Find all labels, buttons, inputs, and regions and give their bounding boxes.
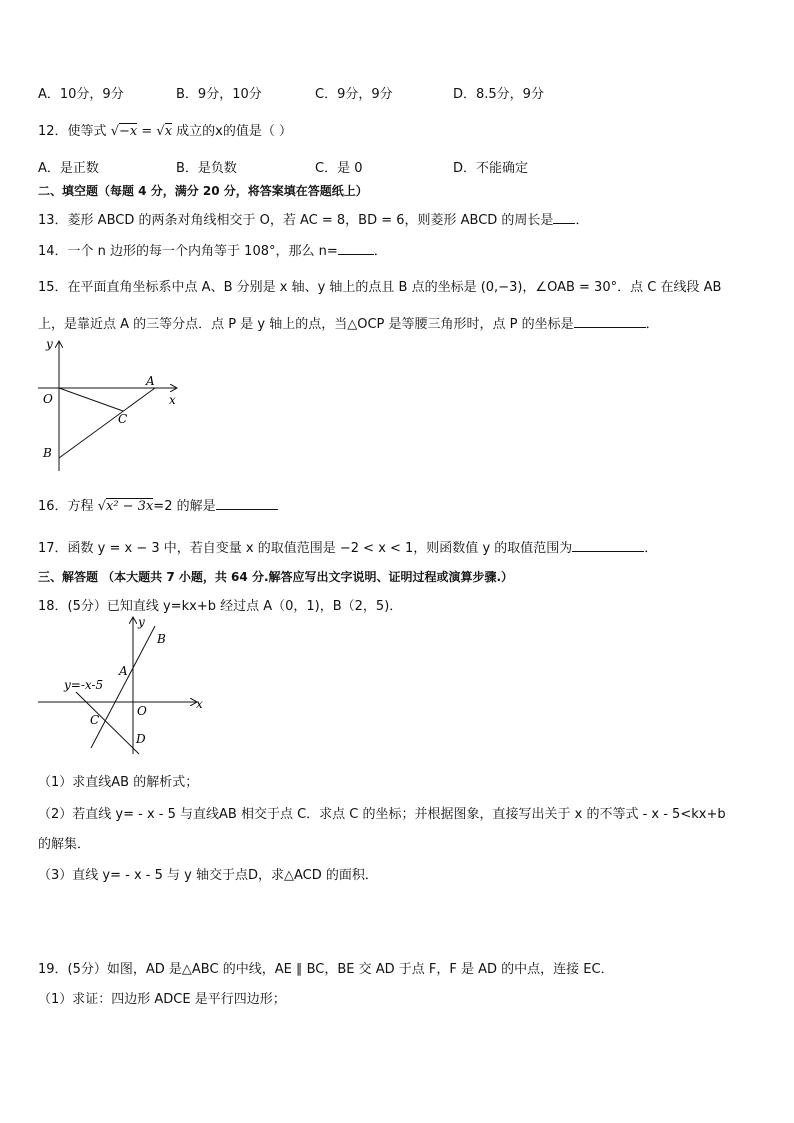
q18-question: 18．(5分）已知直线 y=kx+b 经过点 A（0，1)，B（2，5)． [38,599,403,614]
section-3-title: 三、解答题 （本大题共 7 小题，共 64 分.解答应写出文字说明、证明过程或演算步骤.） [38,570,514,584]
q12-equals: = [137,124,157,139]
q14-text: 14．一个 n 边形的每一个内角等于 108°，那么 n= [38,244,338,259]
q11-option-b: B．9分，10分 [176,87,262,102]
q18-line-cd [76,692,139,754]
q11-option-c: C．9分，9分 [315,87,393,102]
q15-label-b: B [43,446,52,460]
q15-answer-blank[interactable] [574,315,646,328]
q15-line-1: 15．在平面直角坐标系中点 A、B 分别是 x 轴、y 轴上的点且 B 点的坐标是 (0,−3)，∠OAB = 30°．点 C 在线段 AB [38,280,722,295]
q19-question: 19．(5分）如图，AD 是△ABC 的中线，AE ∥ BC，BE 交 AD 于点 F，F 是 AD 的中点，连接 EC． [38,962,614,977]
q12-option-b: B．是负数 [176,161,237,176]
q14-answer-blank[interactable] [338,242,374,255]
q18-label-c: C [90,713,100,727]
q13-text: 13．菱形 ABCD 的两条对角线相交于 O，若 AC = 8，BD = 6，则菱形 ABCD 的周长是 [38,213,554,228]
q17-text: 17．函数 y = x − 3 中，若自变量 x 的取值范围是 −2 < x < 1，则函数值 y 的取值范围为 [38,541,573,556]
q12-question [38,120,292,139]
q15-figure [38,336,188,476]
q18-part-1: （1）求直线AB 的解析式； [38,775,199,790]
q18-label-o: O [137,704,147,718]
q16-answer-blank[interactable] [216,497,278,510]
q12-option-d: D．不能确定 [453,161,529,176]
q15-label-y: y [46,337,53,351]
q12-prefix: 12．使等式 [38,124,107,139]
q11-option-d: D．8.5分，9分 [453,87,544,102]
q15-line-2: 上，是靠近点 A 的三等分点．点 P 是 y 轴上的点，当△OCP 是等腰三角形时，点 P 的坐标是 ． [38,317,659,332]
q16-question [38,495,278,514]
q15-label-x: x [169,393,176,407]
q18-figure [38,614,213,759]
q12-suffix: 成立的x的值是（ ） [176,124,292,139]
q12-equation: √−x = √x [110,124,173,139]
q15-segment-oc [59,388,123,411]
q15-label-o: O [43,392,53,406]
q14-question: 14．一个 n 边形的每一个内角等于 108°，那么 n= ． [38,244,387,259]
q16-prefix: 16．方程 [38,499,94,514]
q17-answer-blank[interactable] [572,539,644,552]
q12-option-a: A．是正数 [38,161,99,176]
q18-part-2-line-2: 的解集． [38,837,91,852]
q18-label-b: B [157,632,166,646]
q16-radicand: x² − 3x [105,499,154,514]
q13-question: 13．菱形 ABCD 的两条对角线相交于 O，若 AC = 8，BD = 6，则菱形 ABCD 的周长是 ． [38,213,589,228]
q15-line-2-text: 上，是靠近点 A 的三等分点．点 P 是 y 轴上的点，当△OCP 是等腰三角形时，点 P 的坐标是 [38,317,574,332]
q11-option-a: A．10分，9分 [38,87,124,102]
q16-radical: √x² − 3x [97,499,154,514]
q17-question: 17．函数 y = x − 3 中，若自变量 x 的取值范围是 −2 < x < 1，则函数值 y 的取值范围为 ． [38,541,658,556]
q12-radicand-left: −x [118,124,138,139]
q18-part-3: （3）直线 y= - x - 5 与 y 轴交于点D，求△ACD 的面积． [38,868,378,883]
q18-label-d: D [136,732,146,746]
q15-segment-ab [59,388,155,458]
q18-label-line: y=-x-5 [64,678,104,692]
q12-option-c: C．是 0 [315,161,363,176]
q15-label-a: A [146,374,155,388]
q12-radicand-right: x [164,124,173,139]
q15-label-c: C [118,412,128,426]
q13-answer-blank[interactable] [553,211,575,224]
q18-label-a: A [119,664,128,678]
q16-suffix: =2 的解是 [153,499,216,514]
section-2-title: 二、填空题（每题 4 分，满分 20 分，将答案填在答题纸上） [38,184,368,198]
q18-part-2-line-1: （2）若直线 y= - x - 5 与直线AB 相交于点 C．求点 C 的坐标；并根据图象，直接写出关于 x 的不等式 - x - 5<kx+b [38,807,726,822]
q18-label-y: y [138,615,145,629]
q18-label-x: x [196,697,203,711]
q19-part-1: （1）求证：四边形 ADCE 是平行四边形； [38,992,286,1007]
